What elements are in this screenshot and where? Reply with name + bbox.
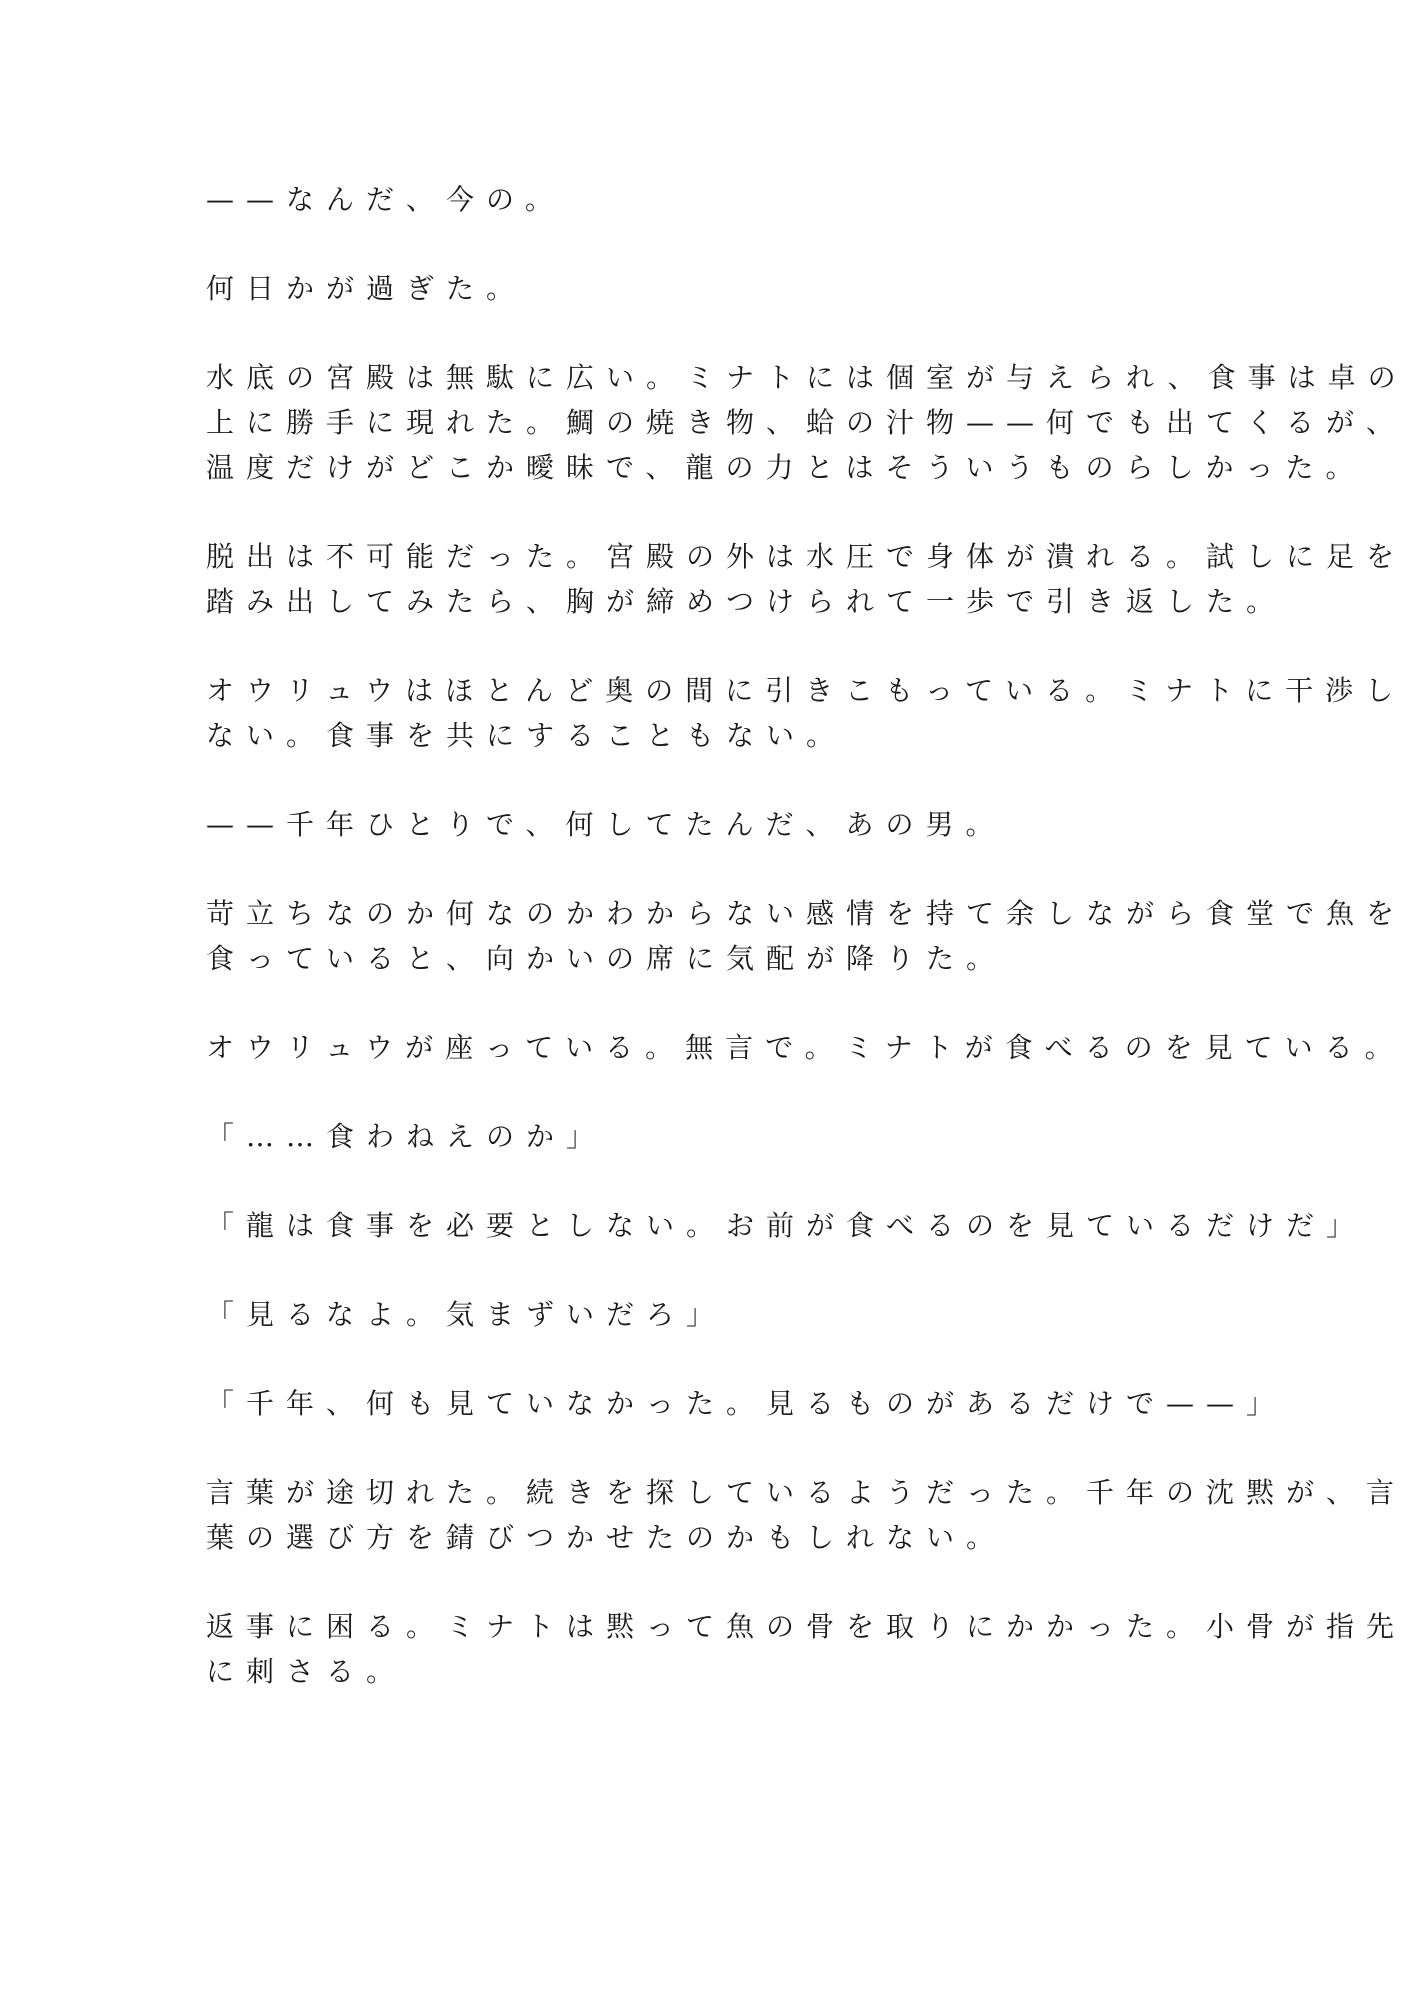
text-line: 温度だけがどこか曖昧で、龍の力とはそういうものらしかった。 [206,451,1366,484]
paragraph [206,1292,1206,1337]
text-line: ない。食事を共にすることもない。 [206,719,847,752]
paragraph [206,355,1408,490]
text-line: オウリュウはほとんど奥の間に引きこもっている。ミナトに干渉し [206,674,1406,707]
text-line: 踏み出してみたら、胸が締めつけられて一歩で引き返した。 [206,585,1287,618]
text-line: 食っていると、向かいの席に気配が降りた。 [206,942,1007,975]
text-line: 言葉が途切れた。続きを探しているようだった。千年の沈黙が、言 [206,1476,1407,1509]
paragraph [206,1470,1407,1560]
paragraph [206,668,1406,758]
text-line: 上に勝手に現れた。鯛の焼き物、蛤の汁物——何でも出てくるが、 [206,406,1407,439]
text-line: 「見るなよ。気まずいだろ」 [206,1298,727,1331]
paragraph [206,891,1407,981]
text-line: 「龍は食事を必要としない。お前が食べるのを見ているだけだ」 [206,1209,1367,1242]
text-line: 「……食わねえのか」 [206,1120,607,1153]
text-line: 水底の宮殿は無駄に広い。ミナトには個室が与えられ、食事は卓の [206,361,1408,394]
paragraph [206,1604,1407,1694]
text-line: 脱出は不可能だった。宮殿の外は水圧で身体が潰れる。試しに足を [206,540,1407,573]
document-page [206,177,1408,1738]
paragraph [206,802,1206,847]
text-line: に刺さる。 [206,1655,407,1688]
text-line: 苛立ちなのか何なのかわからない感情を持て余しながら食堂で魚を [206,897,1407,930]
paragraph [206,266,1206,311]
paragraph [206,1381,1287,1426]
text-line: 返事に困る。ミナトは黙って魚の骨を取りにかかった。小骨が指先 [206,1610,1407,1643]
paragraph [206,1114,1206,1159]
text-line: ——千年ひとりで、何してたんだ、あの男。 [206,808,1006,841]
text-line: 何日かが過ぎた。 [206,272,527,305]
text-line: オウリュウが座っている。無言で。ミナトが食べるのを見ている。 [206,1031,1405,1064]
text-line: 「千年、何も見ていなかった。見るものがあるだけで——」 [206,1387,1287,1420]
paragraph [206,1203,1367,1248]
paragraph [206,177,1206,222]
paragraph [206,534,1407,624]
paragraph [206,1025,1405,1070]
text-line: 葉の選び方を錆びつかせたのかもしれない。 [206,1521,1007,1554]
text-line: ——なんだ、今の。 [206,183,565,216]
